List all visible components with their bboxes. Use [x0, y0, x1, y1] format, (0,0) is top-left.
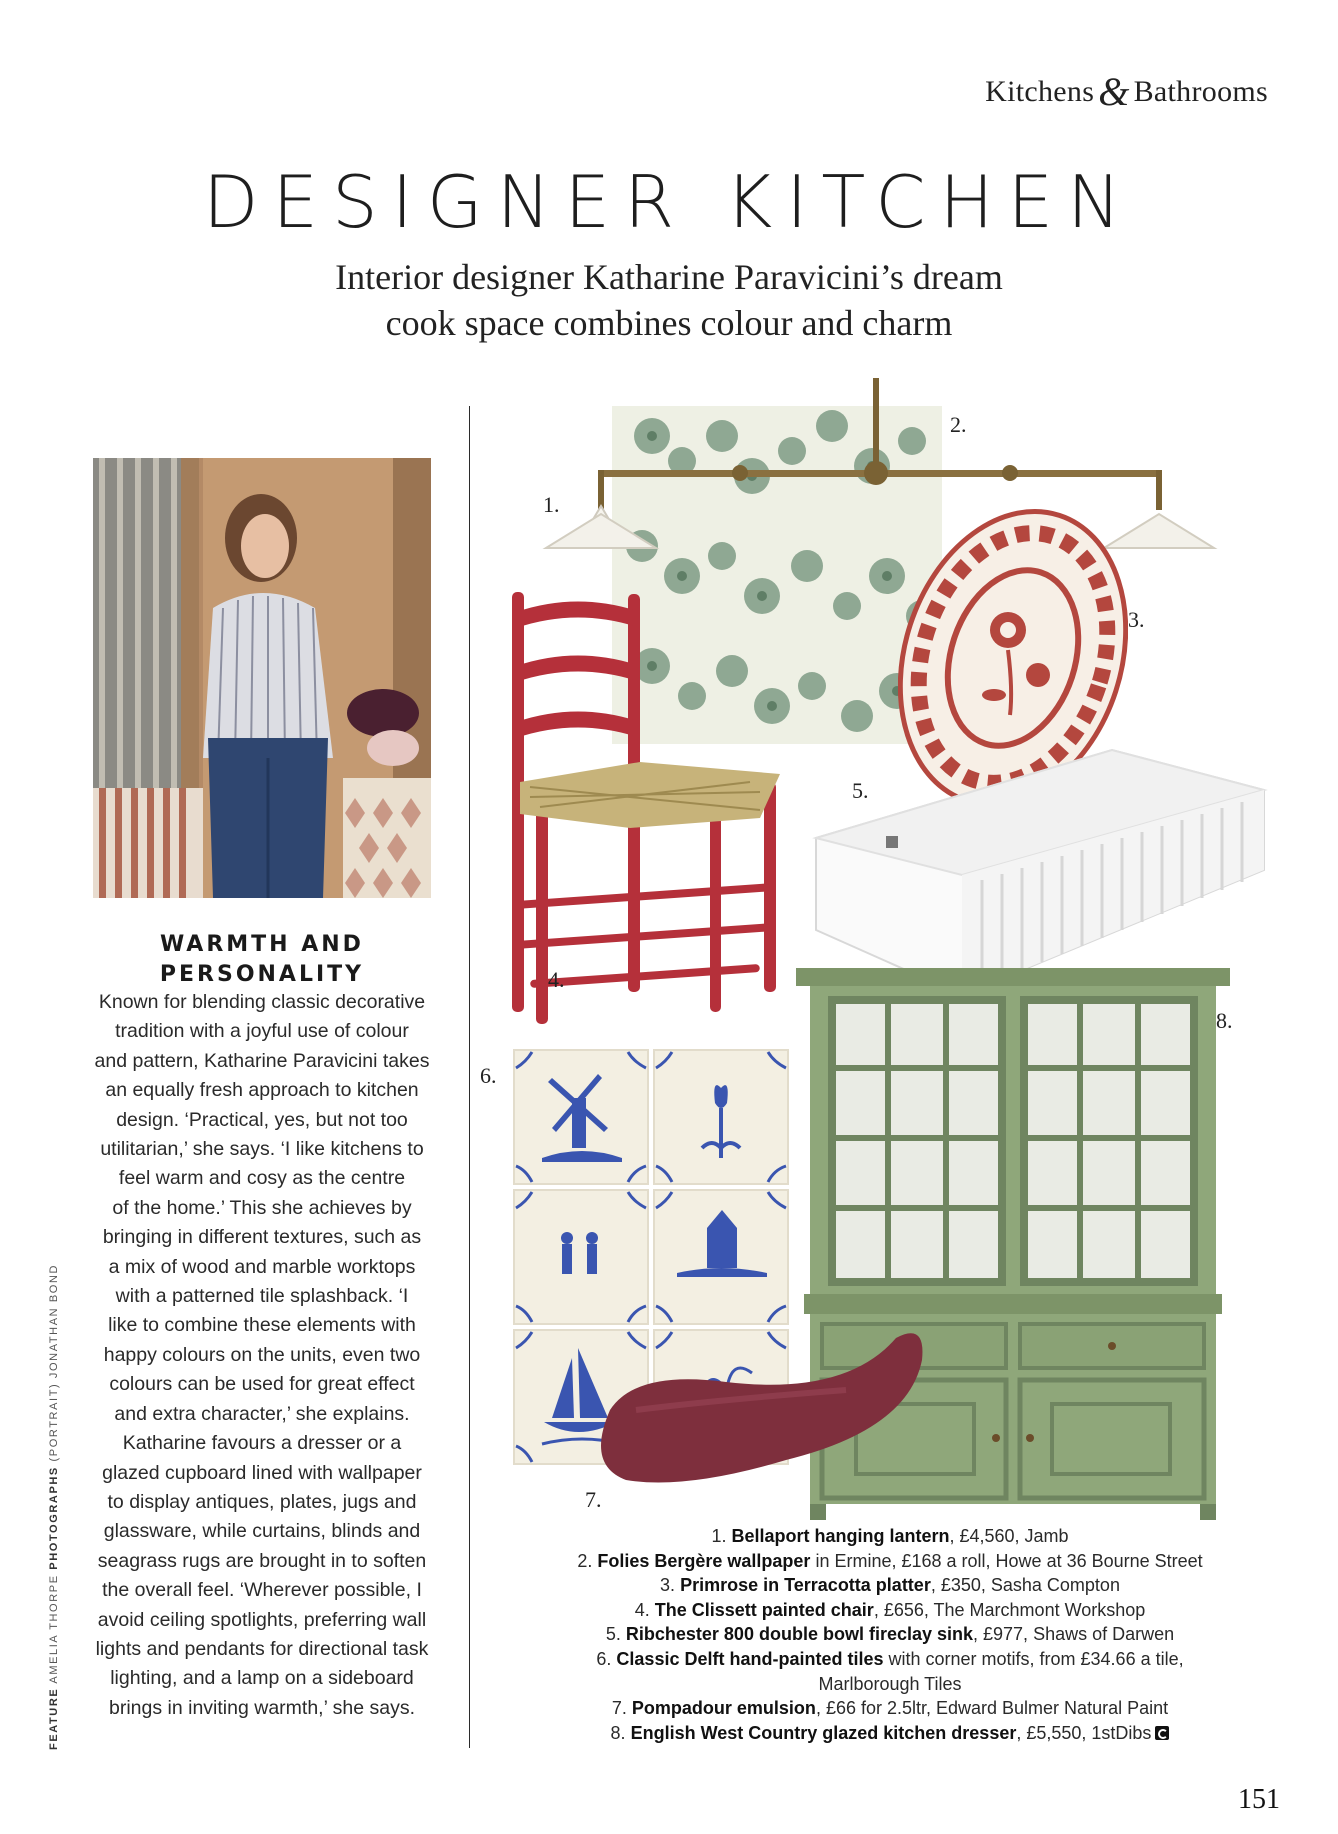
caption-number: 6.: [596, 1648, 612, 1669]
caption-product-name: Pompadour emulsion: [631, 1698, 816, 1719]
caption-number: 2.: [577, 1550, 593, 1571]
caption-line: [510, 1573, 1270, 1598]
item-number-4: 4.: [548, 967, 565, 992]
caption-product-name: English West Country glazed kitchen dresser: [630, 1722, 1017, 1743]
sidebar-body-line: avoid ceiling spotlights, preferring wall: [97, 1608, 427, 1631]
caption-number: 3.: [660, 1575, 676, 1596]
sidebar-body-line: the overall feel. ‘Wherever possible, I: [102, 1579, 422, 1602]
caption-line: [510, 1622, 1270, 1647]
section-header: [985, 64, 1268, 114]
caption-line: [510, 1721, 1270, 1746]
caption-product-name: Bellaport hanging lantern: [731, 1526, 950, 1546]
caption-product-name: Primrose in Terracotta platter: [680, 1575, 931, 1596]
item-number-7: 7.: [585, 1487, 602, 1512]
sidebar-body-line: bringing in different textures, such as: [102, 1226, 422, 1249]
sidebar-body-line: to display antiques, plates, jugs and: [107, 1490, 417, 1513]
caption-number: 7.: [611, 1698, 627, 1719]
photo-credit: [48, 1264, 60, 1750]
caption-line: [510, 1549, 1270, 1574]
caption-product-name: Ribchester 800 double bowl fireclay sink: [625, 1624, 974, 1645]
caption-line: [510, 1696, 1270, 1721]
sidebar-body-line: lighting, and a lamp on a sideboard: [110, 1667, 414, 1690]
sidebar-body-line: utilitarian,’ she says. ‘I like kitchens to: [100, 1138, 424, 1161]
pompadour-emulsion-swatch-image: [596, 1330, 930, 1502]
caption-product-name: Classic Delft hand-painted tiles: [616, 1648, 884, 1669]
caption-detail: , £5,550, 1stDibs: [1016, 1722, 1152, 1743]
caption-detail: , £4,560, Jamb: [949, 1526, 1069, 1546]
credit-feature-name: AMELIA THORPE: [48, 1574, 60, 1684]
item-number-5: 5.: [852, 778, 869, 803]
product-captions: [510, 1524, 1270, 1745]
sidebar-body-line: Known for blending classic decorative: [98, 991, 426, 1013]
column-divider: [469, 406, 470, 1748]
sidebar-heading-line-1: WARMTH AND: [160, 932, 364, 957]
sidebar-body-line: happy colours on the units, even two: [103, 1343, 421, 1366]
sidebar-body-line: a mix of wood and marble worktops: [108, 1255, 416, 1278]
end-of-article-icon: [1155, 1726, 1169, 1740]
caption-detail: with corner motifs, from £34.66 a tile,: [883, 1648, 1184, 1669]
section-ampersand: &: [1098, 69, 1130, 114]
sidebar-heading-line-2: PERSONALITY: [159, 962, 365, 987]
caption-number: 5.: [605, 1624, 621, 1645]
sidebar-body-line: and pattern, Katharine Paravicini takes: [94, 1049, 430, 1072]
caption-detail: , £66 for 2.5ltr, Edward Bulmer Natural Paint: [815, 1698, 1169, 1719]
caption-detail: , £350, Sasha Compton: [930, 1575, 1120, 1596]
sidebar-body-line: brings in inviting warmth,’ she says.: [109, 1696, 415, 1719]
caption-number: 4.: [634, 1599, 650, 1620]
caption-product-name: The Clissett painted chair: [654, 1599, 874, 1620]
page-subtitle: [269, 254, 1069, 346]
sidebar-body-line: glazed cupboard lined with wallpaper: [102, 1461, 422, 1484]
item-number-6: 6.: [480, 1063, 497, 1088]
caption-detail: in Ermine, £168 a roll, Howe at 36 Bourne Street: [810, 1550, 1203, 1571]
item-number-2: 2.: [950, 412, 967, 437]
sidebar-body-line: like to combine these elements with: [108, 1314, 416, 1337]
caption-product-name: Folies Bergère wallpaper: [597, 1550, 811, 1571]
subtitle-line-1: Interior designer Katharine Paravicini’s dream: [335, 257, 1003, 297]
item-number-3: 3.: [1128, 607, 1145, 632]
sidebar-body-line: with a patterned tile splashback. ‘I: [115, 1285, 409, 1308]
caption-line: [510, 1647, 1270, 1672]
section-label-kitchens: Kitchens: [985, 75, 1095, 108]
sidebar-body-line: lights and pendants for directional task: [95, 1637, 429, 1660]
caption-detail: , £656, The Marchmont Workshop: [873, 1599, 1146, 1620]
sidebar-body-line: seagrass rugs are brought in to soften: [97, 1549, 427, 1572]
sidebar-body-line: tradition with a joyful use of colour: [115, 1020, 409, 1043]
caption-number: 1.: [711, 1526, 727, 1546]
caption-detail: Marlborough Tiles: [818, 1673, 962, 1694]
sidebar-body-line: an equally fresh approach to kitchen: [105, 1079, 419, 1102]
caption-detail: , £977, Shaws of Darwen: [973, 1624, 1175, 1645]
designer-portrait-photo: [93, 458, 431, 898]
sidebar-body-line: design. ‘Practical, yes, but not too: [116, 1108, 408, 1131]
item-number-8: 8.: [1216, 1008, 1233, 1033]
caption-line: [510, 1672, 1270, 1697]
sidebar-heading: [80, 930, 444, 990]
sidebar-body-line: Katharine favours a dresser or a: [122, 1432, 402, 1455]
credit-photos-label: PHOTOGRAPHS: [48, 1466, 60, 1570]
sidebar-body-line: glassware, while curtains, blinds and: [103, 1520, 421, 1543]
sidebar-body-line: of the home.’ This she achieves by: [112, 1196, 412, 1219]
credit-feature-label: FEATURE: [48, 1687, 60, 1750]
sidebar-body-line: feel warm and cosy as the centre: [118, 1167, 406, 1190]
subtitle-line-2: cook space combines colour and charm: [385, 303, 953, 343]
caption-number: 8.: [610, 1722, 626, 1743]
sidebar-body-line: colours can be used for great effect: [109, 1373, 415, 1396]
credit-photos-note: (PORTRAIT) JONATHAN BOND: [48, 1263, 60, 1462]
caption-line: [510, 1524, 1270, 1549]
caption-line: [510, 1598, 1270, 1623]
item-number-1: 1.: [543, 492, 560, 517]
sidebar-body-text: [86, 988, 438, 1723]
page-title: DESIGNER KITCHEN: [203, 160, 1135, 244]
section-label-bathrooms: Bathrooms: [1133, 75, 1268, 108]
sidebar-body-line: and extra character,’ she explains.: [114, 1402, 410, 1425]
page-number: 151: [1238, 1784, 1280, 1815]
clissett-painted-chair-image: [500, 582, 790, 1032]
